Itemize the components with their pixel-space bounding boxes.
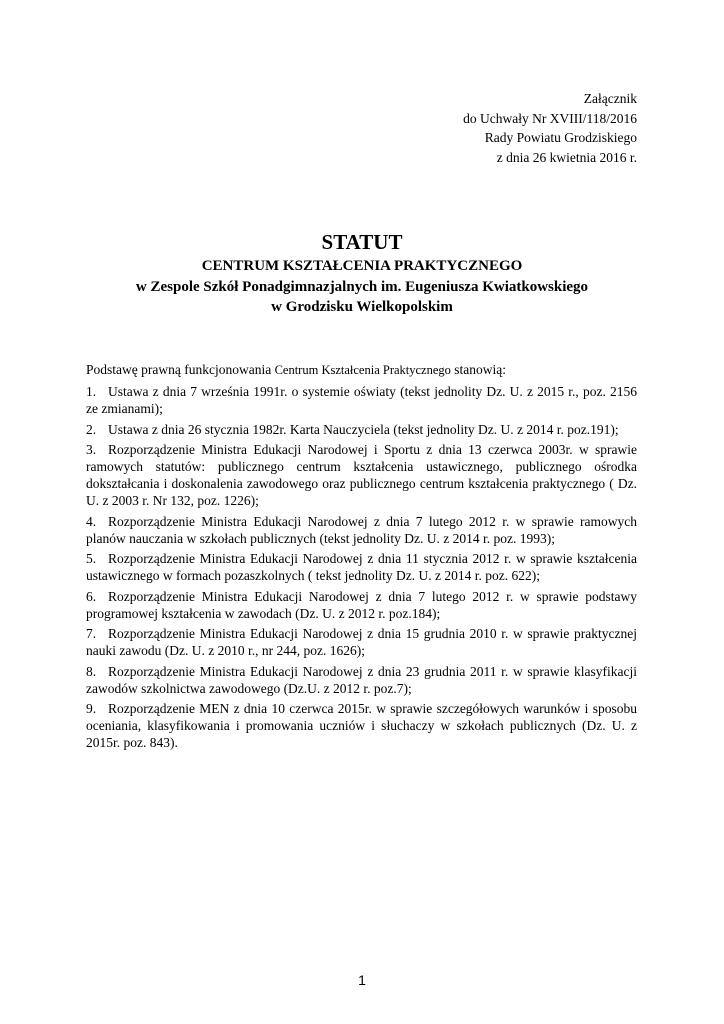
annex-label: Załącznik <box>583 91 637 106</box>
list-item-number: 9. <box>86 701 97 716</box>
list-item-text: Rozporządzenie Ministra Edukacji Narodowej i Sportu z dnia 13 czerwca 2003r. w sprawie ramowych statutów: publicznego centrum kształcenia ustawicznego, publicznego ośrodka dokształcania i doskonalenia zawodowego oraz publicznego centrum kształcenia praktycznego ( Dz. U. z 2003 r. Nr 132, poz. 1226); <box>86 442 637 508</box>
list-item-text: Ustawa z dnia 7 września 1991r. o systemie oświaty (tekst jednolity Dz. U. z 2015 r., poz. 2156 ze zmianami); <box>86 384 637 416</box>
document-body <box>86 361 637 755</box>
list-item-text: Rozporządzenie Ministra Edukacji Narodowej z dnia 11 stycznia 2012 r. w sprawie kształcenia ustawicznego w formach pozaszkolnych ( tekst jednolity Dz. U. z 2014 r. poz. 622); <box>86 551 637 583</box>
list-item <box>86 663 637 697</box>
list-item-text: Ustawa z dnia 26 stycznia 1982r. Karta Nauczyciela (tekst jednolity Dz. U. z 2014 r. poz.191); <box>108 421 619 437</box>
list-item-number: 7. <box>86 626 97 641</box>
document-title: STATUT <box>321 230 403 254</box>
intro-part-3: stanowią: <box>450 362 507 377</box>
intro-paragraph <box>86 361 637 379</box>
list-item-text: Rozporządzenie Ministra Edukacji Narodowej z dnia 7 lutego 2012 r. w sprawie podstawy programowej kształcenia w zawodach (Dz. U. z 2012 r. poz.184); <box>86 588 637 621</box>
title-line-1: CENTRUM KSZTAŁCENIA PRAKTYCZNEGO <box>201 258 523 274</box>
annex-header <box>463 89 637 167</box>
title-block <box>0 228 724 318</box>
list-item-number: 8. <box>86 663 97 679</box>
list-item <box>86 588 637 622</box>
title-line-2: w Zespole Szkół Ponadgimnazjalnych im. Eugeniusza Kwiatkowskiego <box>135 278 589 295</box>
list-item-text: Rozporządzenie Ministra Edukacji Narodowej z dnia 23 grudnia 2011 r. w sprawie klasyfikacji zawodów szkolnictwa zawodowego (Dz.U. z 2012 r. poz.7); <box>86 663 637 696</box>
list-item-text: Rozporządzenie MEN z dnia 10 czerwca 2015r. w sprawie szczegółowych warunków i sposobu oceniania, klasyfikowania i promowania uczniów i słuchaczy w szkołach publicznych (Dz. U. z 2015r. poz. 843). <box>86 701 637 750</box>
annex-resolution-number: do Uchwały Nr XVIII/118/2016 <box>463 110 637 126</box>
list-item-number: 6. <box>86 588 97 604</box>
list-item <box>86 700 637 751</box>
list-item <box>86 550 637 584</box>
list-item <box>86 421 637 438</box>
list-item <box>86 441 637 509</box>
list-item <box>86 625 637 659</box>
intro-part-1: Podstawę prawną funkcjonowania <box>86 362 275 377</box>
list-item-text: Rozporządzenie Ministra Edukacji Narodowej z dnia 7 lutego 2012 r. w sprawie ramowych planów nauczania w szkołach publicznych (tekst jednolity Dz. U. z 2014 r. poz. 1993); <box>86 513 637 546</box>
list-item-number: 4. <box>86 513 97 529</box>
list-item <box>86 513 637 547</box>
list-item-text: Rozporządzenie Ministra Edukacji Narodowej z dnia 15 grudnia 2010 r. w sprawie praktycznej nauki zawodu (Dz. U. z 2010 r., nr 244, poz. 1626); <box>86 626 637 658</box>
list-item-number: 2. <box>86 421 97 437</box>
list-item-number: 5. <box>86 551 97 566</box>
title-line-3: w Grodzisku Wielkopolskim <box>271 299 453 315</box>
list-item <box>86 383 637 417</box>
list-item-number: 3. <box>86 442 97 457</box>
page-number: 1 <box>358 972 366 988</box>
intro-part-2: Centrum Kształcenia Praktycznego <box>274 363 451 377</box>
annex-date: z dnia 26 kwietnia 2016 r. <box>496 149 637 165</box>
list-item-number: 1. <box>86 384 97 399</box>
annex-council: Rady Powiatu Grodziskiego <box>484 130 637 145</box>
